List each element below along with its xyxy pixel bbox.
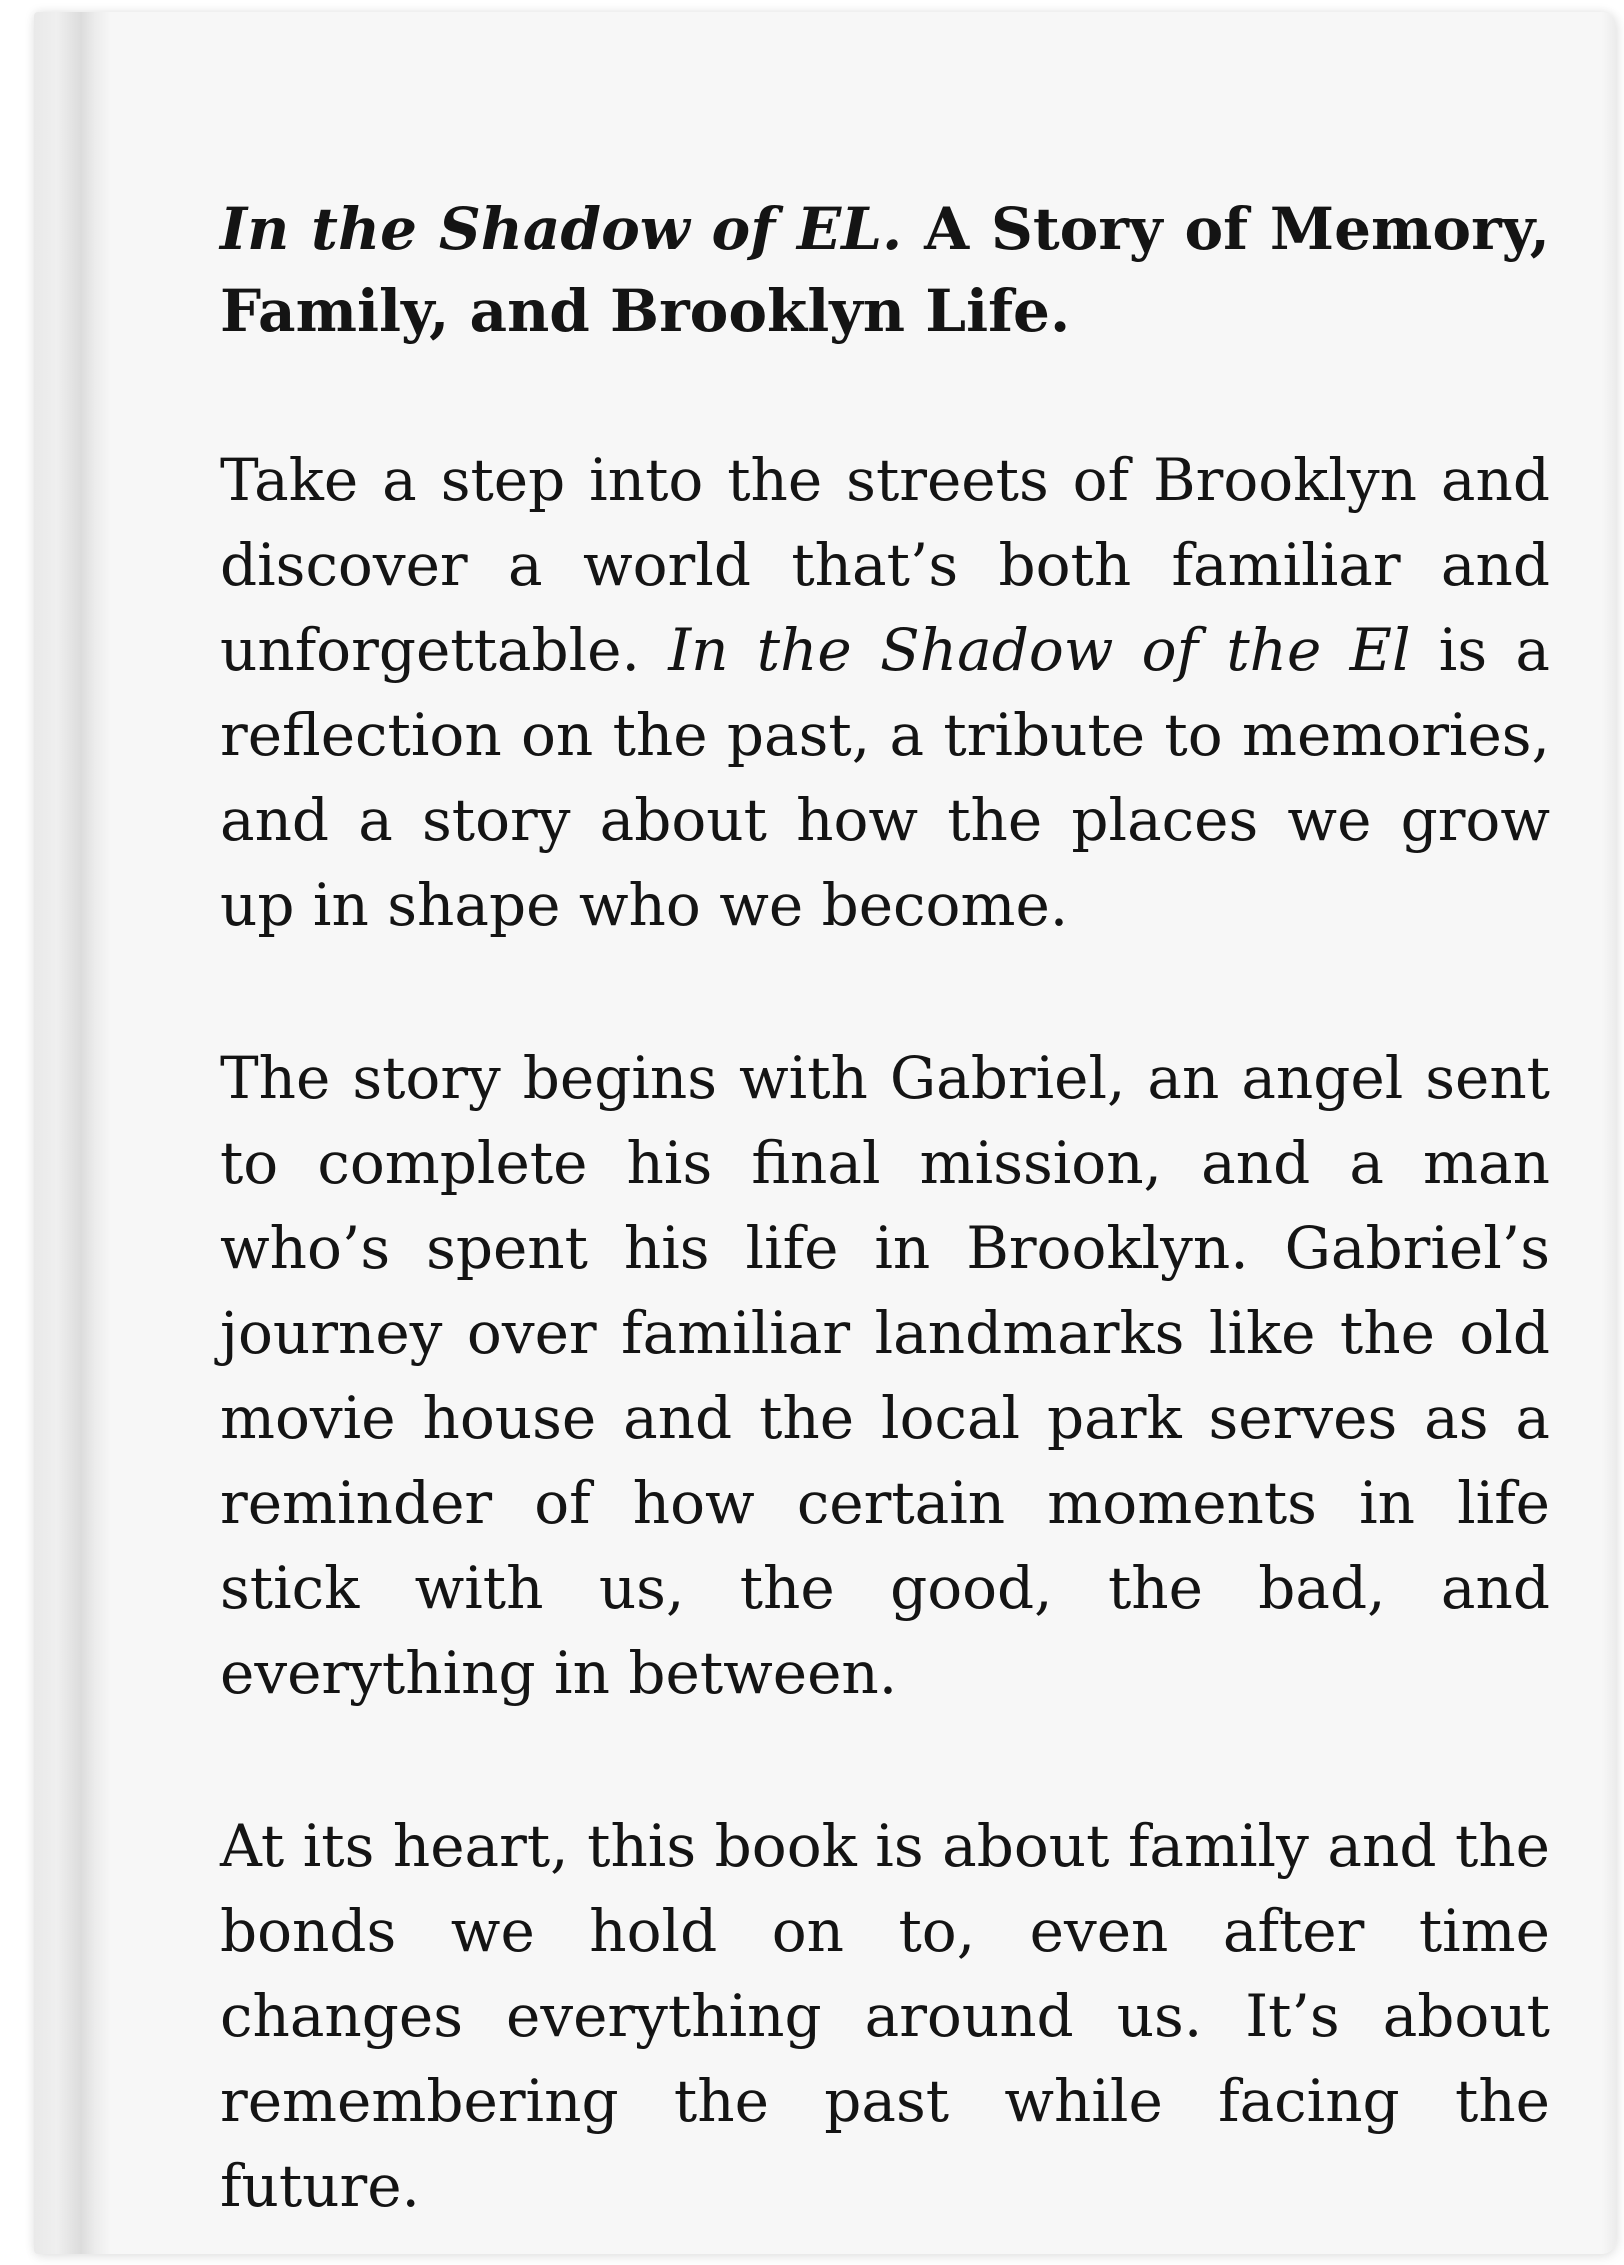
- title-reference: In the Shadow of the El: [668, 616, 1411, 684]
- paragraph-story: The story begins with Gabriel, an angel sent to complete his final mission, and a man who’s spent his life in Brooklyn. Gabriel’s journey over familiar landmarks like the old movie house and the local park serves as a reminder of how certain moments in life stick with us, the good, the bad, and everything in between.: [220, 1044, 1550, 1707]
- book-title: In the Shadow of EL.: [220, 195, 903, 263]
- paragraph-heart: At its heart, this book is about family and the bonds we hold on to, even after time changes everything around us. It’s about remembering the past while facing the future.: [220, 1812, 1550, 2220]
- blurb-heading: [220, 188, 1550, 352]
- book-subtitle: A Story of Memory, Family, and Brooklyn Life.: [220, 195, 1550, 345]
- paragraph-intro: [220, 438, 1550, 948]
- cover-text: [220, 188, 1550, 2254]
- paragraph-intro-text-end: is a reflection on the past, a tribute to memories, and a story about how the places we grow up in shape who we become.: [220, 616, 1550, 939]
- page-edge: [1602, 12, 1616, 2254]
- book-spine: [34, 12, 110, 2254]
- book-back-cover: [34, 12, 1616, 2254]
- paragraph-intro-text: Take a step into the streets of Brooklyn and discover a world that’s both familiar and unforgettable.: [220, 446, 1550, 684]
